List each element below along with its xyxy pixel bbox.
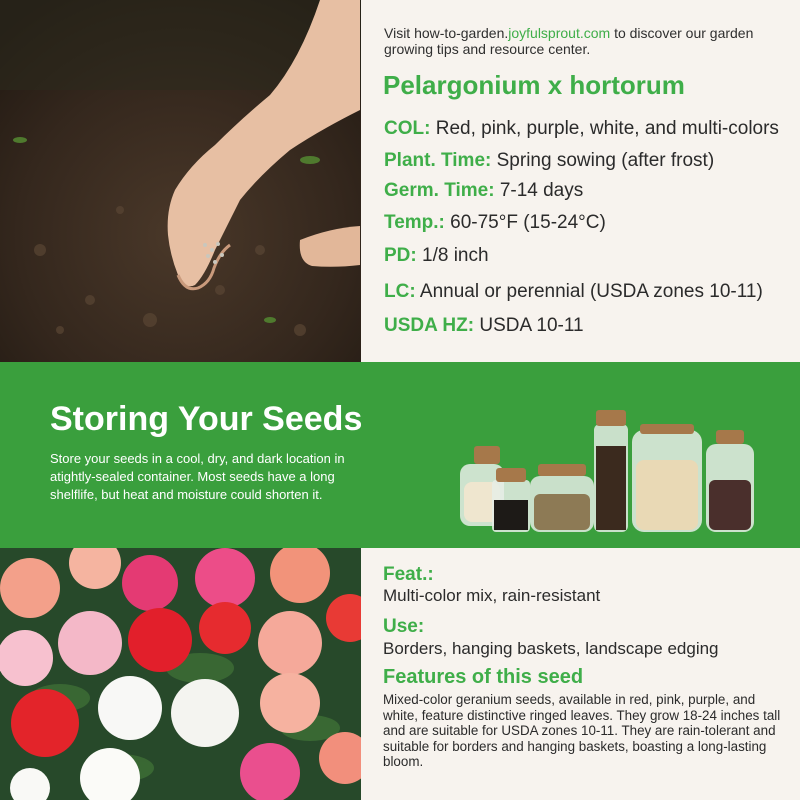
detail-key: PD: (384, 245, 417, 266)
jar-icon (706, 430, 754, 532)
use-value: Borders, hanging baskets, landscape edging (383, 639, 719, 658)
detail-hardiness-zone (384, 315, 584, 337)
detail-key: LC: (384, 281, 416, 302)
geranium-flowers-photo (0, 548, 361, 800)
detail-planting-time (384, 150, 714, 172)
use-label: Use: (383, 616, 425, 637)
detail-key: Temp.: (384, 212, 445, 233)
features-paragraph: Mixed-color geranium seeds, available in red, pink, purple, and white, feature distinctive ringed leaves. They grow 18-24 inches tall and are suitable for USDA zones 10-11. They are rain-tolerant and suitable for borders and hanging baskets, boasting a long-lasting bloom. (383, 692, 781, 770)
top-section (0, 0, 800, 362)
storing-text: Store your seeds in a cool, dry, and dark location in atightly-sealed container. Most seeds have a long shelflife, but heat and moisture could shorten it. (50, 451, 345, 502)
detail-life-cycle (384, 281, 763, 303)
jar-icon (530, 464, 594, 532)
detail-temperature (384, 212, 606, 234)
detail-key: USDA HZ: (384, 315, 475, 336)
detail-planting-depth (384, 245, 489, 267)
hands-sowing-seeds-photo (0, 0, 361, 362)
scientific-name: Pelargonium x hortorum (383, 70, 685, 100)
detail-germination-time (384, 180, 583, 202)
detail-value: USDA 10-11 (479, 315, 584, 336)
visit-prefix: Visit how-to-garden. (384, 25, 509, 41)
jar-icon (594, 410, 628, 532)
jar-icon (492, 468, 530, 532)
detail-value: Annual or perennial (USDA zones 10-11) (419, 281, 763, 302)
website-link[interactable]: joyfulsprout.com (508, 25, 611, 41)
visit-suffix: to discover our garden growing tips and resource center. (384, 25, 754, 57)
detail-value: Spring sowing (after frost) (496, 150, 715, 171)
detail-key: COL: (384, 118, 431, 139)
detail-value: 7-14 days (499, 180, 584, 201)
detail-value: 60-75°F (15-24°C) (450, 212, 606, 233)
feature-label: Feat.: (383, 564, 434, 585)
storing-seeds-banner (0, 362, 800, 548)
storing-title: Storing Your Seeds (50, 400, 363, 438)
detail-color (384, 118, 779, 140)
features-heading: Features of this seed (383, 666, 584, 688)
plant-info-panel (361, 0, 800, 362)
jar-icon (632, 424, 702, 532)
feature-value: Multi-color mix, rain-resistant (383, 586, 601, 605)
features-panel (361, 548, 800, 800)
detail-key: Plant. Time: (384, 150, 492, 171)
detail-key: Germ. Time: (384, 180, 495, 201)
seed-jars-image (452, 384, 762, 534)
detail-value: 1/8 inch (422, 245, 489, 266)
visit-website-text (384, 25, 794, 57)
bottom-section (0, 548, 800, 800)
detail-value: Red, pink, purple, white, and multi-colors (435, 118, 779, 139)
